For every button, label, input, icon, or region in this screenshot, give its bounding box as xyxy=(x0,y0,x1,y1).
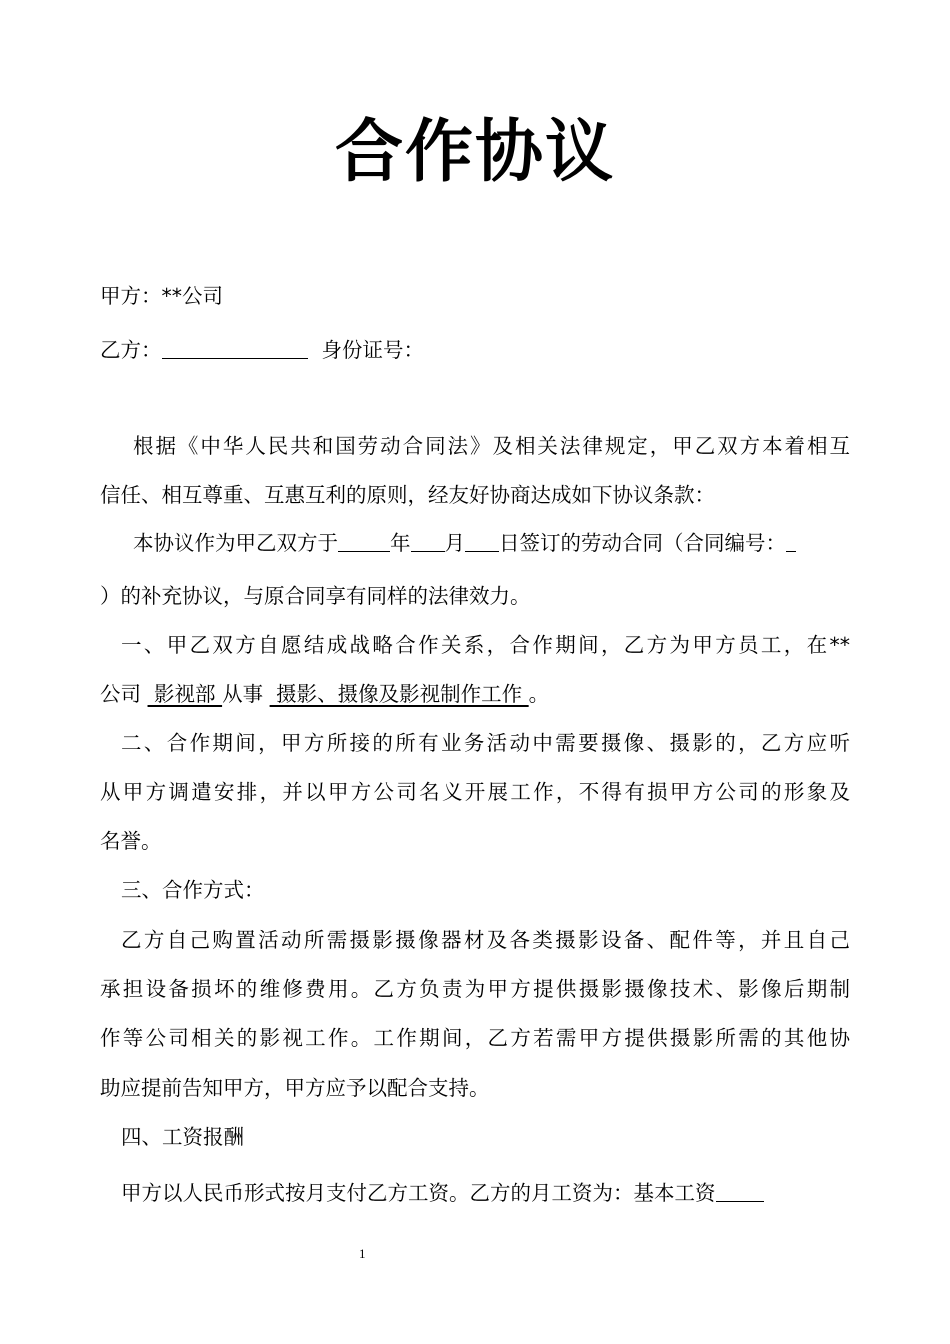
clause1-text: 从事 xyxy=(222,682,264,706)
clause3-heading: 三、合作方式： xyxy=(121,878,265,902)
clause1-text: 公司 xyxy=(100,682,141,706)
document-title: 合作协议 xyxy=(334,112,615,192)
day-label: 日签订的劳动合同（合同编号： xyxy=(499,531,786,555)
clause4-line-1 xyxy=(121,1179,764,1207)
intro-line-2: 信任、相互尊重、互惠互利的原则，经友好协商达成如下协议条款： xyxy=(100,483,715,507)
clause2-line-2: 从甲方调遣安排，并以甲方公司名义开展工作，不得有损甲方公司的形象及 xyxy=(100,780,850,804)
party-a-label: 甲方： xyxy=(100,284,162,308)
clause2-line-3: 名誉。 xyxy=(100,829,162,853)
contract-number-blank xyxy=(786,531,796,552)
party-a-value: **公司 xyxy=(161,284,223,308)
clause1-line-1: 一、甲乙双方自愿结成战略合作关系，合作期间，乙方为甲方员工，在** xyxy=(121,633,850,657)
supplement-text: 本协议作为甲乙双方于 xyxy=(133,531,338,555)
clause1-line-2 xyxy=(100,680,549,708)
day-blank xyxy=(465,531,499,552)
page-number: 1 xyxy=(359,1246,366,1261)
id-number-label: 身份证号： xyxy=(321,338,424,362)
clause3-line-3: 作等公司相关的影视工作。工作期间，乙方若需甲方提供摄影所需的其他协 xyxy=(100,1026,850,1050)
party-b-line xyxy=(100,336,424,364)
clause1-text: 。 xyxy=(528,682,550,706)
month-label: 月 xyxy=(444,531,465,555)
supplement-line-1 xyxy=(133,529,796,557)
department-field: 影视部 xyxy=(147,682,223,706)
party-a-line xyxy=(100,282,223,310)
year-label: 年 xyxy=(390,531,411,555)
party-b-name-blank xyxy=(162,338,308,359)
party-b-label: 乙方： xyxy=(100,338,162,362)
intro-line-1: 根据《中华人民共和国劳动合同法》及相关法律规定，甲乙双方本着相互 xyxy=(133,434,850,458)
clause4-text: 甲方以人民币形式按月支付乙方工资。乙方的月工资为：基本工资 xyxy=(121,1181,716,1205)
year-blank xyxy=(338,531,390,552)
clause2-line-1: 二、合作期间，甲方所接的所有业务活动中需要摄像、摄影的，乙方应听 xyxy=(121,731,850,755)
clause4-heading: 四、工资报酬 xyxy=(121,1125,244,1149)
job-field: 摄影、摄像及影视制作工作 xyxy=(269,682,529,706)
clause3-line-1: 乙方自己购置活动所需摄影摄像器材及各类摄影设备、配件等，并且自己 xyxy=(121,928,850,952)
clause3-line-2: 承担设备损坏的维修费用。乙方负责为甲方提供摄影摄像技术、影像后期制 xyxy=(100,977,850,1001)
clause3-line-4: 助应提前告知甲方，甲方应予以配合支持。 xyxy=(100,1076,490,1100)
supplement-line-2: ）的补充协议，与原合同享有同样的法律效力。 xyxy=(100,584,531,608)
month-blank xyxy=(411,531,445,552)
base-salary-blank xyxy=(716,1181,764,1202)
